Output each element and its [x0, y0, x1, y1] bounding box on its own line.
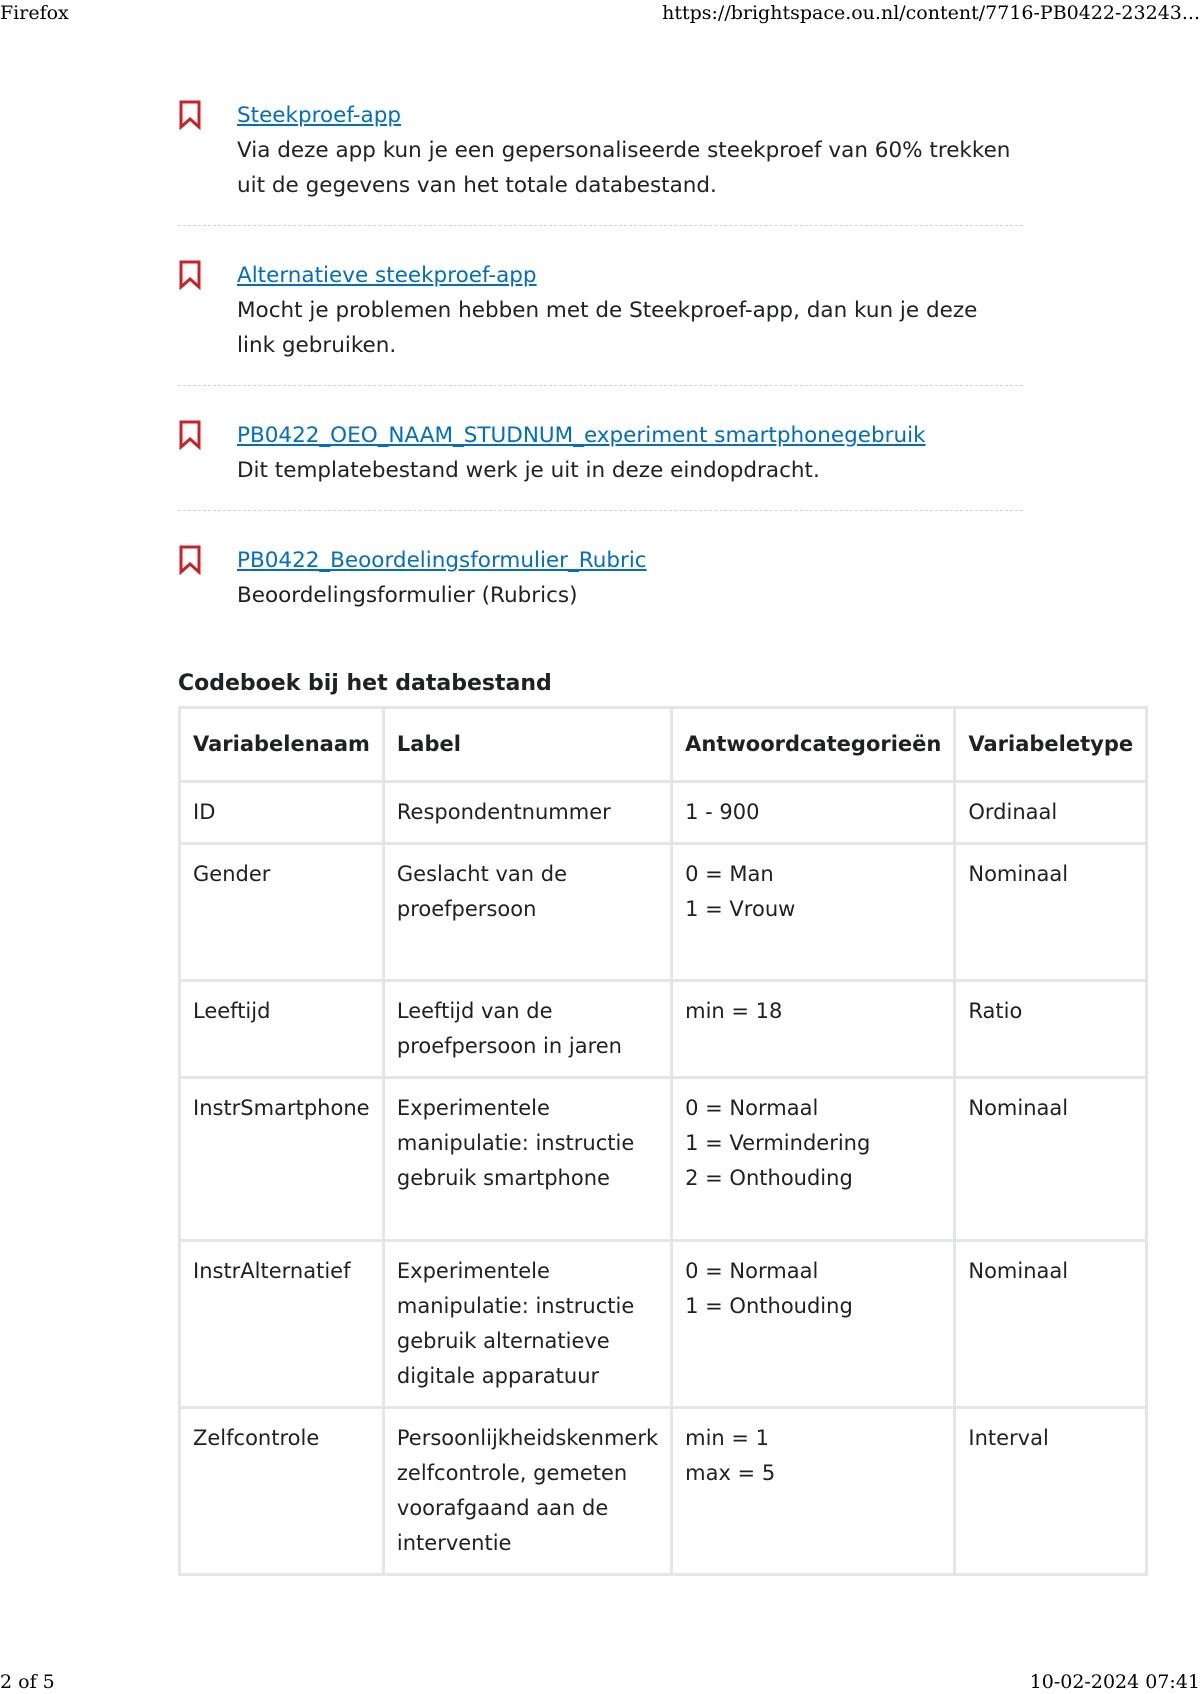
cell-text: Leeftijd van de [396, 999, 553, 1023]
cell-text: 0 = Man [685, 862, 774, 886]
cell-categories [672, 1241, 955, 1408]
cell-text: 0 = Normaal [685, 1096, 819, 1120]
cell-text: Respondentnummer [396, 800, 611, 824]
cell-text: Persoonlijkheidskenmerk [396, 1426, 659, 1450]
cell-label [383, 981, 671, 1078]
cell-text: 1 = Onthouding [685, 1294, 853, 1318]
cell-label [383, 782, 671, 844]
cell-variable-name: ID [180, 782, 384, 844]
cell-text: gebruik smartphone [396, 1166, 610, 1190]
cell-text: manipulatie: instructie [396, 1131, 635, 1155]
table-row [180, 981, 1147, 1078]
print-header-url: https://brightspace.ou.nl/content/7716-PB0422-23243... [662, 2, 1200, 24]
cell-categories [672, 782, 955, 844]
cell-variable-name: Leeftijd [180, 981, 384, 1078]
table-row [180, 844, 1147, 981]
cell-text: Geslacht van de [396, 862, 568, 886]
cell-variable-type: Ratio [955, 981, 1147, 1078]
cell-text: Experimentele [396, 1096, 550, 1120]
table-header-row [180, 708, 1147, 782]
cell-variable-type: Ordinaal [955, 782, 1147, 844]
cell-variable-type: Nominaal [955, 844, 1147, 981]
cell-variable-name: Zelfcontrole [180, 1408, 384, 1575]
link-alternatieve-steekproef-app[interactable]: Alternatieve steekproef-app [237, 263, 537, 288]
codebook-heading: Codeboek bij het databestand [178, 671, 552, 696]
table-row [180, 1408, 1147, 1575]
link-item [178, 410, 1023, 511]
cell-text: min = 1 [685, 1426, 770, 1450]
cell-categories [672, 844, 955, 981]
cell-categories [672, 981, 955, 1078]
cell-text: proefpersoon in jaren [396, 1034, 622, 1058]
cell-variable-name: InstrSmartphone [180, 1078, 384, 1241]
cell-categories [672, 1078, 955, 1241]
link-item [178, 250, 1023, 386]
column-header: Label [383, 708, 671, 782]
cell-variable-type: Nominaal [955, 1241, 1147, 1408]
cell-text: digitale apparatuur [396, 1364, 600, 1388]
print-footer-timestamp: 10-02-2024 07:41 [1029, 1671, 1200, 1693]
link-item [178, 90, 1023, 226]
cell-text: 1 = Vrouw [685, 897, 796, 921]
cell-text: 1 = Vermindering [685, 1131, 871, 1155]
print-footer-page-number: 2 of 5 [0, 1671, 55, 1693]
link-description: Mocht je problemen hebben met de Steekproef-app, dan kun je deze link gebruiken. [237, 298, 978, 358]
bookmark-icon [178, 260, 202, 290]
table-row [180, 782, 1147, 844]
link-steekproef-app[interactable]: Steekproef-app [237, 103, 402, 128]
cell-label [383, 1408, 671, 1575]
bookmark-icon [178, 545, 202, 575]
column-header: Variabelenaam [180, 708, 384, 782]
table-row [180, 1241, 1147, 1408]
cell-variable-name: InstrAlternatief [180, 1241, 384, 1408]
cell-text: 0 = Normaal [685, 1259, 819, 1283]
bookmark-icon [178, 420, 202, 450]
cell-text: interventie [396, 1531, 512, 1555]
column-header: Variabeletype [955, 708, 1147, 782]
bookmark-icon [178, 100, 202, 130]
link-description: Via deze app kun je een gepersonaliseerde steekproef van 60% trekken uit de gegevens van het totale databestand. [237, 138, 1011, 198]
link-template-file[interactable]: PB0422_OEO_NAAM_STUDNUM_experiment smartphonegebruik [237, 423, 926, 448]
content-area [178, 90, 1134, 1576]
cell-label [383, 1078, 671, 1241]
codebook-table [178, 706, 1148, 1576]
cell-text: min = 18 [685, 999, 783, 1023]
cell-variable-type: Interval [955, 1408, 1147, 1575]
cell-text: gebruik alternatieve [396, 1329, 610, 1353]
cell-text: Experimentele [396, 1259, 550, 1283]
cell-variable-type: Nominaal [955, 1078, 1147, 1241]
link-item [178, 535, 1023, 635]
link-beoordelingsformulier[interactable]: PB0422_Beoordelingsformulier_Rubric [237, 548, 647, 573]
cell-text: zelfcontrole, gemeten [396, 1461, 628, 1485]
cell-text: 2 = Onthouding [685, 1166, 853, 1190]
cell-variable-name: Gender [180, 844, 384, 981]
link-description: Dit templatebestand werk je uit in deze eindopdracht. [237, 458, 820, 483]
cell-text: proefpersoon [396, 897, 537, 921]
cell-text: max = 5 [685, 1461, 776, 1485]
cell-label [383, 1241, 671, 1408]
print-header-browser: Firefox [0, 2, 69, 24]
cell-text: 1 - 900 [685, 800, 760, 824]
cell-label [383, 844, 671, 981]
cell-text: voorafgaand aan de [396, 1496, 609, 1520]
column-header: Antwoordcategorieën [672, 708, 955, 782]
cell-categories [672, 1408, 955, 1575]
table-row [180, 1078, 1147, 1241]
link-description: Beoordelingsformulier (Rubrics) [237, 583, 578, 608]
cell-text: manipulatie: instructie [396, 1294, 635, 1318]
